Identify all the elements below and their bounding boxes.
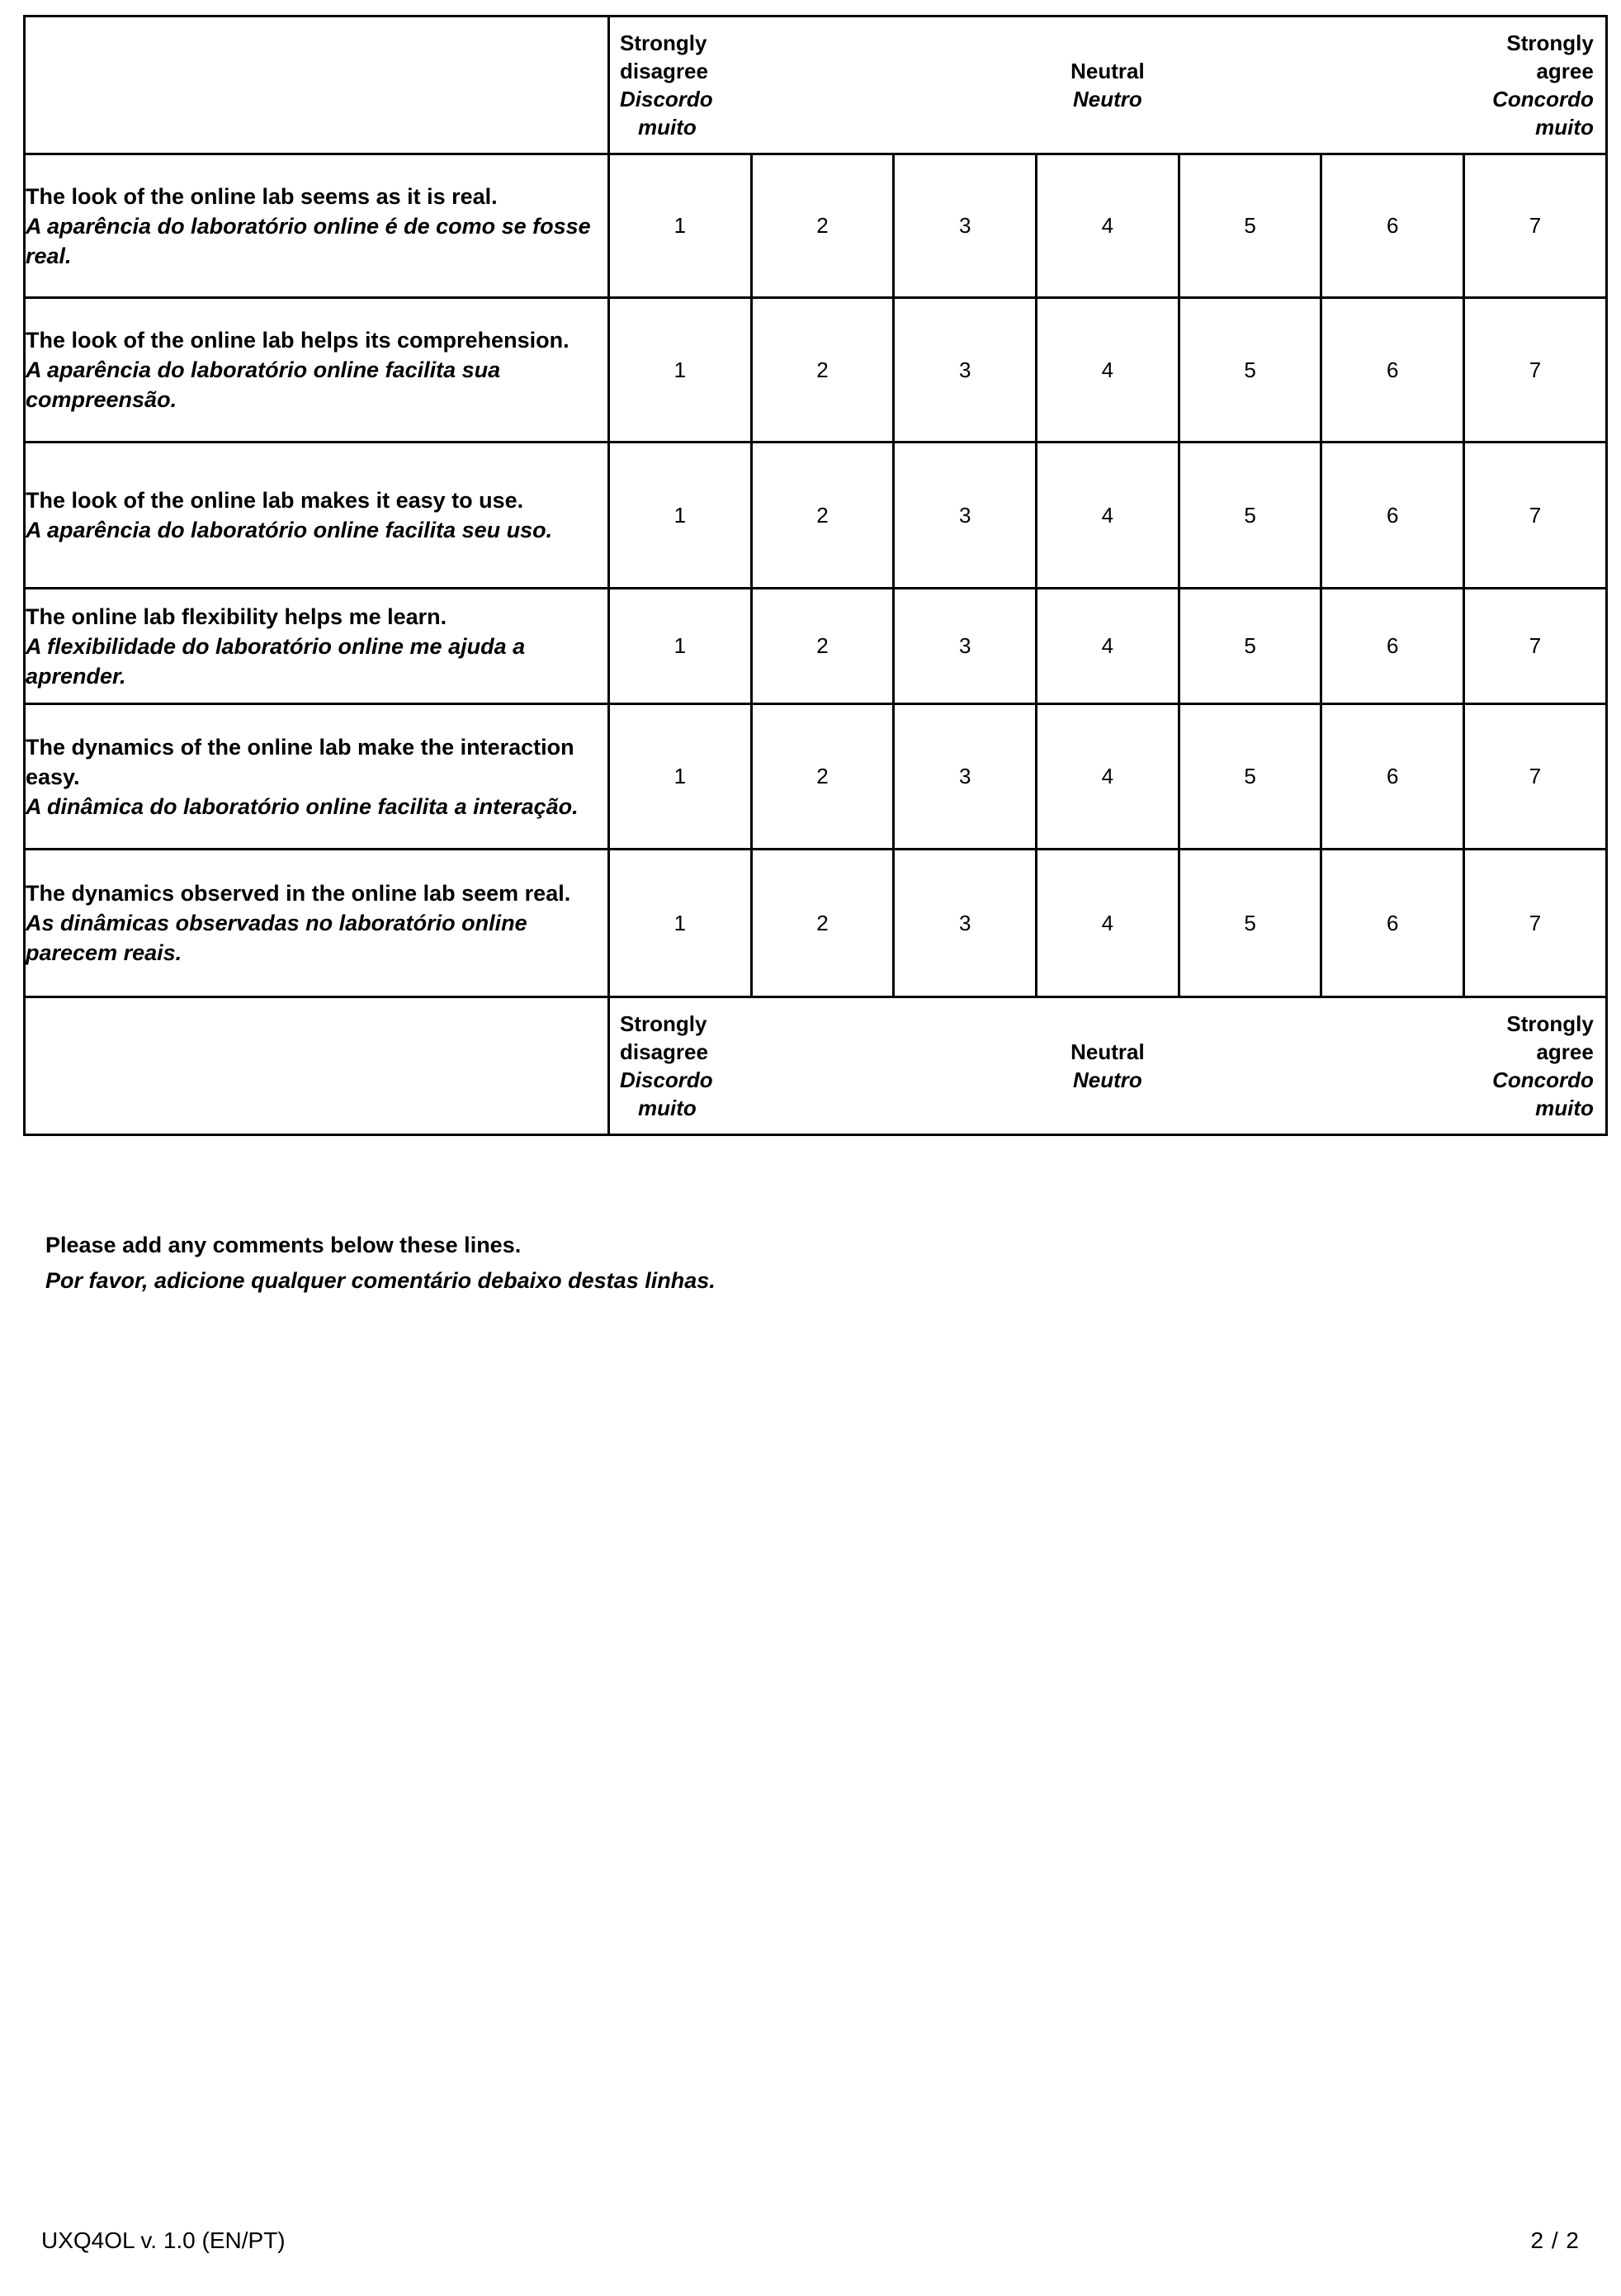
item-text-cell [25,154,609,298]
scale-label-strongly-agree-bottom [1492,1010,1594,1122]
scale-option-1[interactable]: 1 [609,443,752,589]
scale-label-neutral-bottom [1070,1038,1145,1094]
scale-option-4[interactable]: 4 [1037,589,1179,704]
scale-option-7[interactable]: 7 [1464,850,1607,997]
scale-option-4[interactable]: 4 [1037,154,1179,298]
scale-label-pt-line2: muito [1535,1096,1594,1120]
item-text-en: The online lab flexibility helps me learn. [26,604,447,629]
scale-option-7[interactable]: 7 [1464,704,1607,850]
scale-label-en-line1: Strongly [1506,31,1594,55]
comments-instruction-en: Please add any comments below these lines. [45,1233,522,1257]
item-text-en: The look of the online lab helps its comprehension. [26,328,569,353]
item-text-pt: A dinâmica do laboratório online facilita a interação. [26,793,579,819]
scale-label-en-line1: Strongly [620,31,707,55]
scale-option-4[interactable]: 4 [1037,850,1179,997]
survey-item-row [25,589,1607,704]
scale-option-4[interactable]: 4 [1037,298,1179,443]
scale-legend-cell-top [609,17,1607,154]
scale-label-neutral-top [1070,57,1145,113]
scale-legend-cell-bottom [609,997,1607,1135]
scale-option-1[interactable]: 1 [609,704,752,850]
scale-option-2[interactable]: 2 [751,154,894,298]
scale-label-strongly-disagree-top [620,29,713,141]
scale-option-6[interactable]: 6 [1321,704,1464,850]
scale-label-pt-line1: Concordo [1492,1068,1594,1092]
scale-option-3[interactable]: 3 [894,850,1037,997]
comments-instruction [45,1228,716,1299]
item-text-pt: A flexibilidade do laboratório online me ajuda a aprender. [26,633,526,689]
item-text-cell [25,443,609,589]
survey-item-row [25,704,1607,850]
scale-option-3[interactable]: 3 [894,589,1037,704]
item-text-en: The dynamics observed in the online lab seem real. [26,881,571,906]
scale-option-1[interactable]: 1 [609,850,752,997]
scale-option-4[interactable]: 4 [1037,443,1179,589]
scale-option-5[interactable]: 5 [1179,704,1321,850]
scale-option-3[interactable]: 3 [894,443,1037,589]
scale-option-3[interactable]: 3 [894,298,1037,443]
item-text-pt: A aparência do laboratório online é de como se fosse real. [26,213,591,268]
scale-option-2[interactable]: 2 [751,589,894,704]
scale-option-1[interactable]: 1 [609,298,752,443]
header-spacer-cell-top [25,17,609,154]
scale-label-pt-line1: Discordo [620,87,713,111]
scale-label-pt: Neutro [1073,1068,1142,1092]
scale-label-en-line1: Strongly [1506,1011,1594,1036]
scale-option-3[interactable]: 3 [894,154,1037,298]
scale-option-3[interactable]: 3 [894,704,1037,850]
survey-item-row [25,850,1607,997]
scale-option-2[interactable]: 2 [751,850,894,997]
scale-option-1[interactable]: 1 [609,154,752,298]
scale-label-en-line2: agree [1536,1039,1594,1064]
item-text-cell [25,704,609,850]
document-version-label: UXQ4OL v. 1.0 (EN/PT) [41,2227,286,2253]
scale-option-1[interactable]: 1 [609,589,752,704]
scale-label-pt: Neutro [1073,87,1142,111]
scale-option-5[interactable]: 5 [1179,443,1321,589]
scale-header-row-bottom [25,997,1607,1135]
item-text-pt: As dinâmicas observadas no laboratório online parecem reais. [26,911,527,965]
scale-label-pt-line2: muito [638,115,697,140]
scale-label-en-line2: disagree [620,1039,708,1064]
item-text-pt: A aparência do laboratório online facilita seu uso. [26,518,553,542]
scale-option-5[interactable]: 5 [1179,589,1321,704]
scale-label-en-line1: Strongly [620,1011,707,1036]
survey-item-row [25,443,1607,589]
scale-option-6[interactable]: 6 [1321,850,1464,997]
header-spacer-cell-bottom [25,997,609,1135]
survey-item-row [25,298,1607,443]
scale-label-strongly-disagree-bottom [620,1010,713,1122]
scale-option-7[interactable]: 7 [1464,589,1607,704]
scale-option-6[interactable]: 6 [1321,154,1464,298]
item-text-cell [25,850,609,997]
scale-option-7[interactable]: 7 [1464,298,1607,443]
scale-label-pt-line1: Discordo [620,1068,713,1092]
scale-label-pt-line1: Concordo [1492,87,1594,111]
item-text-en: The dynamics of the online lab make the interaction easy. [26,734,574,789]
survey-item-row [25,154,1607,298]
scale-option-6[interactable]: 6 [1321,298,1464,443]
page-footer [41,2224,1580,2257]
scale-header-row-top [25,17,1607,154]
scale-label-en-line2: agree [1536,59,1594,83]
scale-option-6[interactable]: 6 [1321,443,1464,589]
scale-option-2[interactable]: 2 [751,443,894,589]
scale-label-en: Neutral [1070,1039,1145,1064]
comments-instruction-pt: Por favor, adicione qualquer comentário debaixo destas linhas. [45,1268,716,1293]
scale-option-2[interactable]: 2 [751,704,894,850]
item-text-en: The look of the online lab makes it easy to use. [26,488,524,513]
scale-option-4[interactable]: 4 [1037,704,1179,850]
item-text-cell [25,589,609,704]
scale-label-pt-line2: muito [638,1096,697,1120]
page-number-label: 2 / 2 [1530,2227,1580,2253]
scale-label-en-line2: disagree [620,59,708,83]
scale-label-en: Neutral [1070,59,1145,83]
scale-option-5[interactable]: 5 [1179,850,1321,997]
scale-option-6[interactable]: 6 [1321,589,1464,704]
scale-label-pt-line2: muito [1535,115,1594,140]
scale-option-5[interactable]: 5 [1179,154,1321,298]
likert-survey-table [23,15,1608,1136]
item-text-cell [25,298,609,443]
item-text-pt: A aparência do laboratório online facilita sua compreensão. [26,357,501,412]
scale-label-strongly-agree-top [1492,29,1594,141]
scale-option-7[interactable]: 7 [1464,154,1607,298]
scale-option-5[interactable]: 5 [1179,298,1321,443]
item-text-en: The look of the online lab seems as it is real. [26,183,498,209]
scale-option-7[interactable]: 7 [1464,443,1607,589]
scale-option-2[interactable]: 2 [751,298,894,443]
